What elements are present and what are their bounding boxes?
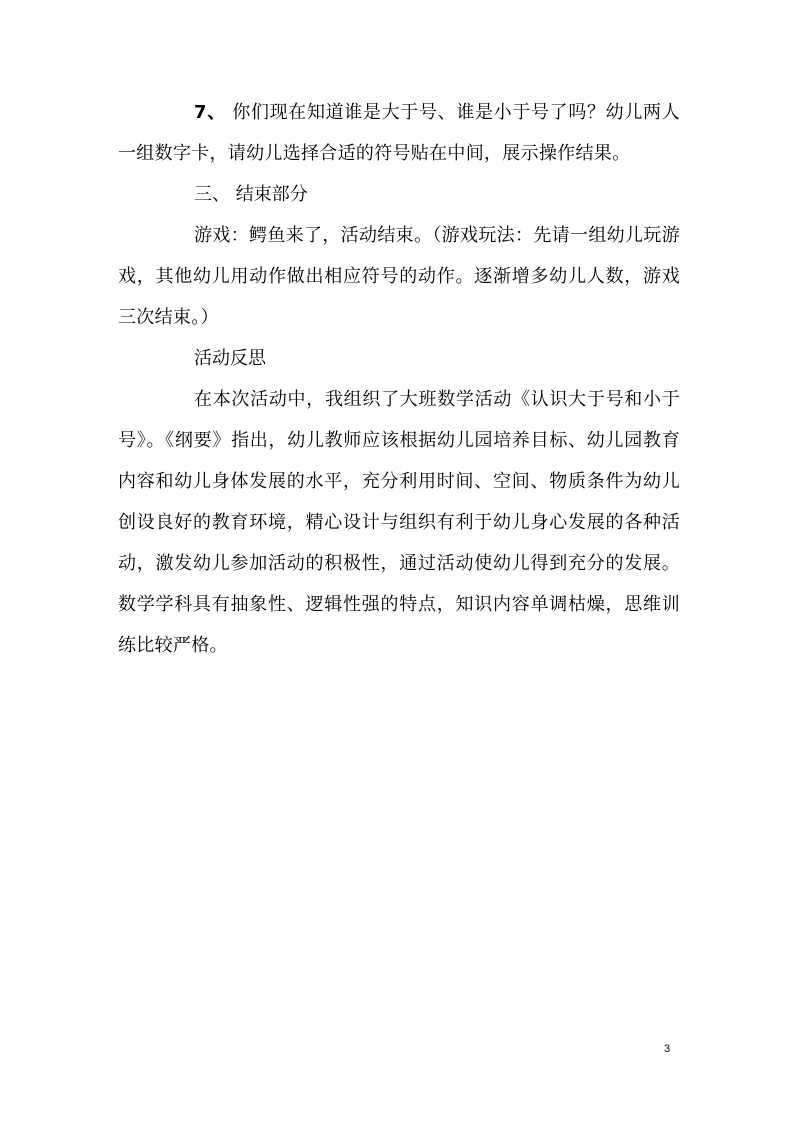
step-7-text: 你们现在知道谁是大于号、谁是小于号了吗？幼儿两人一组数字卡，请幼儿选择合适的符号贴在中间，展示操作结果。 (118, 102, 680, 164)
page-number: 3 (664, 1043, 671, 1055)
reflection-heading: 活动反思 (194, 348, 266, 369)
paragraph-step-7 (118, 92, 680, 174)
step-number: 7、 (194, 102, 226, 123)
section-3-heading: 三、 结束部分 (194, 184, 308, 205)
paragraph-reflection: 在本次活动中，我组织了大班数学活动《认识大于号和小于号》。《纲要》指出，幼儿教师应该根据幼儿园培养目标、幼儿园教育内容和幼儿身体发展的水平，充分利用时间、空间、物质条件为幼儿创设良好的教育环境，精心设计与组织有利于幼儿身心发展的各种活动，激发幼儿参加活动的积极性，通过活动使幼儿得到充分的发展。数学学科具有抽象性、逻辑性强的特点，知识内容单调枯燥，思维训练比较严格。 (118, 389, 680, 656)
paragraph-game: 游戏：鳄鱼来了，活动结束。（游戏玩法：先请一组幼儿玩游戏，其他幼儿用动作做出相应符号的动作。逐渐增多幼儿人数，游戏三次结束。） (118, 225, 680, 328)
document-body (118, 92, 680, 666)
